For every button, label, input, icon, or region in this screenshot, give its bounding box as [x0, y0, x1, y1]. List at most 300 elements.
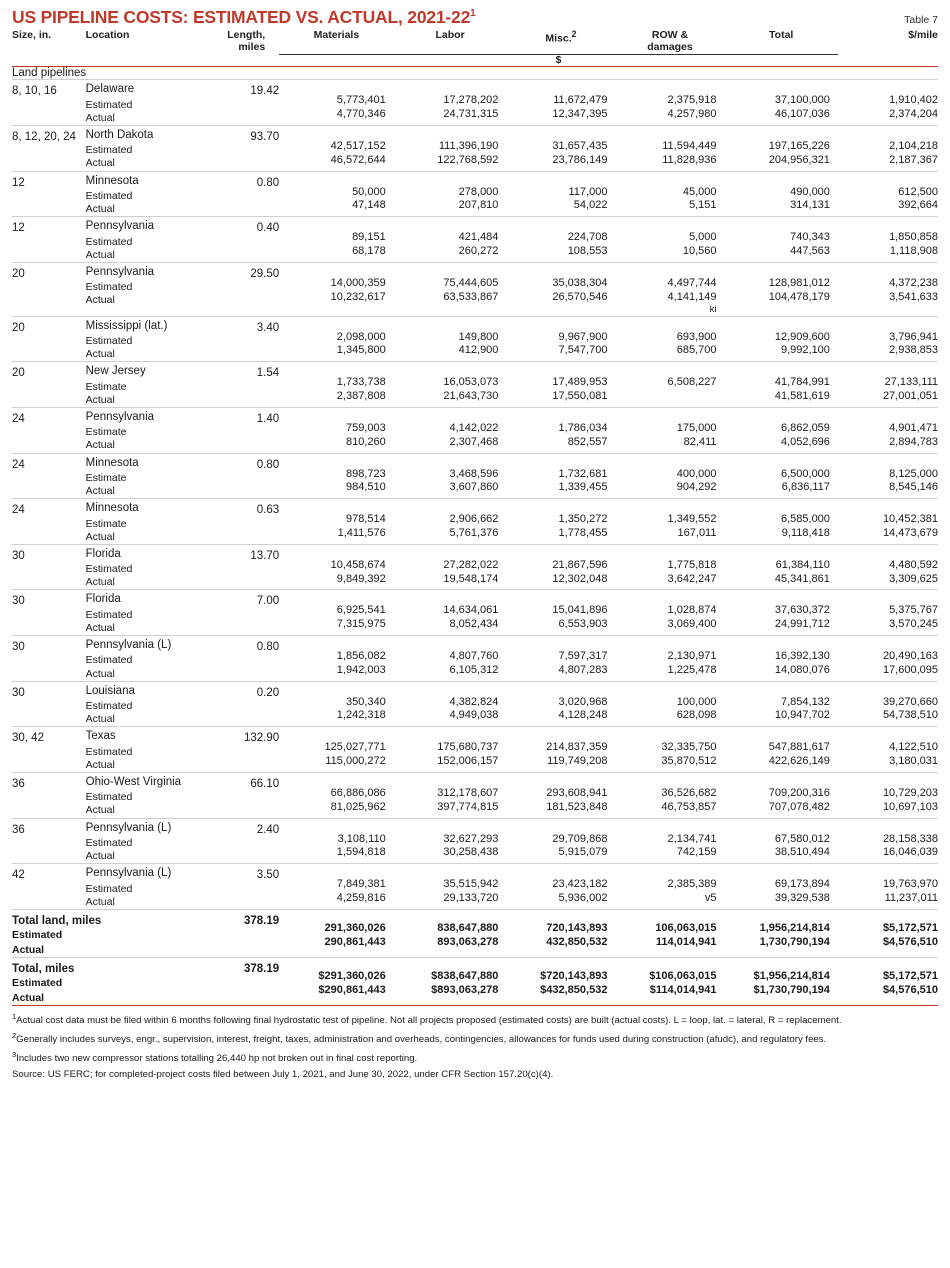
- value-estimated: 1,732,681: [558, 467, 608, 480]
- value-actual: 7,315,975: [336, 618, 386, 631]
- value-estimated: 15,041,896: [552, 604, 608, 617]
- value-estimated: 10,452,381: [882, 513, 938, 526]
- value-estimated: 400,000: [676, 467, 717, 480]
- value-actual: 628,098: [676, 709, 717, 722]
- totals-value-estimated: $838,647,880: [431, 970, 499, 983]
- cell-value: [615, 864, 724, 910]
- cell-value: [506, 171, 615, 217]
- value-actual: 10,697,103: [882, 800, 938, 813]
- totals-value-estimated: $5,172,571: [882, 970, 938, 983]
- cell-value: [838, 316, 938, 362]
- value-actual: 2,307,468: [449, 435, 499, 448]
- value-actual: 5,761,376: [449, 526, 499, 539]
- value-estimated: 10,729,203: [882, 786, 938, 799]
- table-row: [12, 499, 938, 545]
- value-estimated: 6,508,227: [667, 376, 717, 389]
- value-actual: 81,025,962: [330, 800, 386, 813]
- cell-size: 24: [12, 504, 25, 517]
- value-estimated: 27,282,022: [443, 558, 499, 571]
- cell-length-miles: 3.50: [256, 869, 280, 882]
- value-actual: 3,541,633: [889, 290, 938, 303]
- cell-length-miles: 132.90: [243, 732, 280, 745]
- value-estimated: 66,886,086: [330, 786, 386, 799]
- table-row: [12, 262, 938, 316]
- value-actual: 4,770,346: [336, 108, 386, 120]
- value-estimated: 7,597,317: [558, 650, 608, 663]
- cell-location: Pennsylvania Estimated Actual: [85, 220, 155, 261]
- cell-length-miles: 93.70: [250, 130, 280, 143]
- value-estimated: 149,800: [458, 330, 499, 343]
- value-actual: 5,936,002: [558, 891, 608, 904]
- cell-value: [394, 499, 507, 545]
- cell-value: [615, 544, 724, 590]
- cell-value: [279, 864, 394, 910]
- cell-value: [506, 681, 615, 727]
- totals-value: [506, 958, 615, 1006]
- value-estimated: 1,733,738: [336, 376, 386, 389]
- value-estimated: 36,526,682: [661, 786, 717, 799]
- value-actual: 3,069,400: [667, 618, 717, 631]
- totals-value: [394, 909, 507, 957]
- value-actual: 1,242,318: [336, 709, 386, 722]
- totals-row: [12, 909, 938, 957]
- dollar-unit-row: [12, 55, 938, 67]
- value-actual: 17,550,081: [552, 390, 608, 403]
- section-land-pipelines: [12, 67, 938, 80]
- value-estimated: 3,468,596: [449, 467, 499, 480]
- cell-size: 36: [12, 823, 25, 836]
- value-estimated: 31,657,435: [552, 139, 608, 152]
- value-actual: 2,374,204: [889, 108, 938, 120]
- value-actual: 4,949,038: [449, 709, 499, 722]
- cell-location: Pennsylvania Estimate Actual: [85, 410, 155, 452]
- cell-value: [724, 453, 837, 499]
- totals-value-actual: 893,063,278: [437, 935, 499, 948]
- table-row: [12, 125, 938, 171]
- value-actual: 26,570,546: [552, 290, 608, 303]
- cell-value: [279, 818, 394, 864]
- cell-length-miles: 7.00: [256, 595, 280, 608]
- col-header-length-line2: miles: [238, 41, 266, 54]
- totals-value-actual: 114,014,941: [655, 935, 717, 948]
- cell-value: [615, 499, 724, 545]
- footnote-3-marker: 3: [12, 1049, 17, 1059]
- cell-length-miles: 3.40: [256, 321, 280, 334]
- value-actual: 4,807,283: [558, 663, 608, 676]
- value-actual: 4,141,149: [667, 290, 717, 303]
- value-estimated: 42,517,152: [330, 139, 386, 152]
- value-actual: 2,187,367: [889, 153, 938, 166]
- value-actual: 23,786,149: [552, 153, 608, 166]
- table-row: [12, 590, 938, 636]
- value-estimated: 17,489,953: [552, 376, 608, 389]
- totals-value-estimated: $1,956,214,814: [753, 970, 830, 983]
- value-estimated: 32,335,750: [661, 741, 717, 754]
- value-actual: 39,329,538: [774, 891, 830, 904]
- value-estimated: 29,709,868: [552, 832, 608, 845]
- value-estimated: 3,796,941: [889, 330, 938, 343]
- title-row: [0, 0, 950, 29]
- value-estimated: 14,634,061: [443, 604, 499, 617]
- value-actual: 19,548,174: [443, 572, 499, 585]
- cell-location: Ohio-West Virginia Estimated Actual: [85, 775, 182, 817]
- value-estimated: 4,372,238: [889, 276, 938, 289]
- cell-value: [279, 499, 394, 545]
- value-actual: 46,572,644: [330, 153, 386, 166]
- value-estimated: 21,867,596: [552, 558, 608, 571]
- cell-value: [838, 636, 938, 682]
- cell-location: Texas Estimated Actual: [85, 730, 133, 771]
- totals-value-estimated: 291,360,026: [324, 921, 386, 934]
- value-actual: 984,510: [345, 481, 386, 494]
- cell-value: [615, 453, 724, 499]
- cell-value: [724, 772, 837, 818]
- table-row: [12, 362, 938, 408]
- value-actual: 54,738,510: [882, 709, 938, 722]
- value-estimated: 28,158,338: [882, 832, 938, 845]
- value-estimated: 175,680,737: [437, 741, 499, 754]
- value-actual: 9,849,392: [336, 572, 386, 585]
- value-actual: 1,778,455: [558, 526, 608, 539]
- cell-value: [724, 262, 837, 316]
- cell-value: [279, 262, 394, 316]
- cell-value: [615, 217, 724, 263]
- cell-value: [615, 772, 724, 818]
- col-header-length-line1: Length,: [227, 29, 266, 42]
- value-actual: 115,000,272: [325, 755, 386, 768]
- cell-value: [615, 818, 724, 864]
- value-estimated: 1,850,858: [889, 231, 938, 244]
- cell-location: Florida Estimated Actual: [85, 547, 133, 589]
- source-line: Source: US FERC; for completed-project costs filed between July 1, 2021, and June 30, 2022, under CFR Section 157.20(c)(4).: [12, 1068, 554, 1080]
- cell-location: New Jersey Estimate Actual: [85, 365, 146, 406]
- cell-value: [394, 362, 507, 408]
- col-header-total: [724, 29, 837, 53]
- cell-size: 12: [12, 176, 25, 189]
- totals-row: [12, 958, 938, 1006]
- value-estimated: 5,375,767: [889, 604, 938, 617]
- value-actual: 207,810: [458, 199, 499, 212]
- cell-location: Pennsylvania (L) Estimated Actual: [85, 821, 172, 863]
- cell-value: [394, 262, 507, 316]
- value-actual: 392,664: [898, 199, 938, 212]
- cell-value: [615, 727, 724, 773]
- value-estimated: 278,000: [458, 185, 499, 198]
- value-actual: 108,553: [567, 244, 608, 257]
- value-estimated: 2,130,971: [667, 650, 717, 663]
- value-estimated: 37,100,000: [774, 94, 830, 107]
- section-label: Land pipelines: [12, 67, 938, 80]
- cell-value: [394, 171, 507, 217]
- value-estimated: 41,784,991: [774, 376, 830, 389]
- col-header-labor: [394, 29, 507, 53]
- value-actual: 12,347,395: [552, 108, 608, 120]
- value-actual: 1,225,478: [667, 663, 717, 676]
- totals-length-miles: 378.19: [243, 963, 280, 976]
- col-header-total-label: Total: [769, 29, 794, 42]
- pipeline-cost-table: [12, 29, 938, 1005]
- cell-value: [838, 217, 938, 263]
- cell-value: [724, 125, 837, 171]
- totals-value-actual: 1,730,790,194: [759, 935, 830, 948]
- value-estimated: 547,881,617: [768, 741, 830, 754]
- cell-value: [279, 453, 394, 499]
- value-actual: 6,836,117: [781, 481, 830, 494]
- value-estimated: 1,350,272: [558, 513, 608, 526]
- cell-value: [615, 681, 724, 727]
- value-actual: 810,260: [345, 435, 386, 448]
- value-actual: 7,547,700: [558, 344, 608, 357]
- cell-size: 8, 12, 20, 24: [12, 130, 76, 143]
- value-actual: 4,257,980: [667, 108, 717, 120]
- value-actual: 29,133,720: [443, 891, 499, 904]
- table-row: [12, 453, 938, 499]
- cell-value: [838, 453, 938, 499]
- value-actual: 47,148: [352, 199, 386, 212]
- value-estimated: 35,038,304: [552, 276, 608, 289]
- value-estimated: 224,708: [567, 231, 608, 244]
- cell-value: [838, 362, 938, 408]
- cell-size: 30: [12, 641, 25, 654]
- value-estimated: 67,580,012: [774, 832, 830, 845]
- value-estimated: 50,000: [352, 185, 386, 198]
- value-actual: v5: [704, 891, 717, 904]
- value-estimated: 128,981,012: [768, 276, 830, 289]
- cell-value: [394, 544, 507, 590]
- value-actual: 1,118,908: [889, 244, 938, 257]
- footnote-2-text: Generally includes surveys, engr., supervision, interest, freight, taxes, administration and overheads, contingencies, allowances for funds used during construction (afudc), and regulatory fees.: [16, 1034, 827, 1046]
- cell-size: 24: [12, 412, 25, 425]
- value-estimated: 61,384,110: [775, 558, 830, 571]
- cell-value: [279, 727, 394, 773]
- cell-value: [394, 818, 507, 864]
- table-row: [12, 171, 938, 217]
- cell-value: [838, 772, 938, 818]
- value-estimated: 6,585,000: [780, 513, 830, 526]
- value-estimated: 898,723: [345, 467, 386, 480]
- cell-length-miles: 0.40: [256, 222, 280, 235]
- value-actual: 35,870,512: [661, 755, 717, 768]
- totals-value: [838, 909, 938, 957]
- value-actual: 10,947,702: [774, 709, 830, 722]
- value-estimated: 2,134,741: [667, 832, 717, 845]
- table-row: [12, 818, 938, 864]
- footnote-3-text: Includes two new compressor stations totalling 26,440 hp not broken out in final cost reporting.: [16, 1053, 418, 1065]
- table-row: [12, 80, 938, 126]
- cell-value: [279, 217, 394, 263]
- cell-value: [279, 772, 394, 818]
- cell-value: [506, 453, 615, 499]
- cell-value: [724, 362, 837, 408]
- totals-value-estimated: $720,143,893: [540, 970, 608, 983]
- cell-length-miles: 1.40: [256, 412, 280, 425]
- value-estimated: 111,396,190: [438, 139, 499, 152]
- cell-value: [279, 362, 394, 408]
- cell-location: Mississippi (lat.) Estimated Actual: [85, 319, 168, 361]
- cell-value: [615, 125, 724, 171]
- value-actual: 6,553,903: [558, 618, 608, 631]
- cell-value: [394, 217, 507, 263]
- cell-value: [838, 818, 938, 864]
- table-number: Table 7: [904, 14, 938, 26]
- value-actual: 685,700: [676, 344, 717, 357]
- col-header-row-damages: [615, 29, 724, 53]
- value-actual: 17,600,095: [882, 663, 938, 676]
- totals-label: Total, miles Estimated Actual: [12, 963, 75, 1005]
- cell-value: [838, 80, 938, 126]
- value-estimated: 740,343: [790, 231, 830, 244]
- value-actual: 4,128,248: [558, 709, 608, 722]
- totals-value-actual: $4,576,510: [882, 935, 938, 948]
- value-estimated: 4,142,022: [449, 421, 499, 434]
- value-actual: 1,345,800: [336, 344, 386, 357]
- value-estimated: 6,862,059: [780, 421, 830, 434]
- cell-length-miles: 13.70: [250, 549, 280, 562]
- cell-value: [615, 362, 724, 408]
- value-actual: 447,563: [790, 244, 830, 257]
- value-actual: 14,080,076: [774, 663, 830, 676]
- cell-length-miles: 29.50: [250, 267, 280, 280]
- value-actual: 30,258,438: [443, 846, 499, 859]
- value-actual: 8,545,146: [889, 481, 938, 494]
- col-header-misc-label: [506, 29, 615, 45]
- cell-value: [615, 80, 724, 126]
- value-estimated: 1,856,082: [336, 650, 386, 663]
- cell-value: [279, 544, 394, 590]
- value-actual: 12,302,048: [552, 572, 608, 585]
- value-estimated: 7,854,132: [780, 695, 830, 708]
- value-actual: 63,533,867: [443, 290, 499, 303]
- value-actual: 422,626,149: [768, 755, 830, 768]
- value-estimated: 100,000: [676, 695, 717, 708]
- value-actual: 68,178: [352, 244, 386, 257]
- cell-value: [838, 544, 938, 590]
- value-estimated: 125,027,771: [324, 741, 386, 754]
- cell-location: Minnesota Estimated Actual: [85, 174, 139, 215]
- cell-value: [724, 681, 837, 727]
- value-estimated: 490,000: [790, 185, 830, 198]
- totals-value-actual: $114,014,941: [649, 983, 717, 996]
- value-actual: 3,180,031: [889, 755, 938, 768]
- cell-value: [838, 125, 938, 171]
- cell-value: [615, 407, 724, 453]
- cell-size: 20: [12, 267, 25, 280]
- value-estimated: 2,098,000: [336, 330, 386, 343]
- value-estimated: 4,480,592: [889, 558, 938, 571]
- cell-value: [724, 407, 837, 453]
- cell-size: 42: [12, 869, 25, 882]
- value-estimated: 27,133,111: [884, 376, 938, 389]
- value-estimated: 350,340: [345, 695, 386, 708]
- cell-value: [394, 453, 507, 499]
- value-estimated: 312,178,607: [437, 786, 499, 799]
- totals-value-actual: $893,063,278: [431, 983, 499, 996]
- value-estimated: 2,385,389: [667, 878, 717, 891]
- cell-value: [724, 727, 837, 773]
- totals-value-estimated: 106,063,015: [655, 921, 717, 934]
- cell-value: [838, 407, 938, 453]
- value-actual: 122,768,592: [437, 153, 499, 166]
- cell-value: [506, 499, 615, 545]
- table-row: [12, 544, 938, 590]
- cell-value: [279, 590, 394, 636]
- cell-value: [615, 590, 724, 636]
- value-estimated: 8,125,000: [889, 467, 938, 480]
- value-actual: 3,309,625: [889, 572, 938, 585]
- totals-value-estimated: 720,143,893: [546, 921, 608, 934]
- cell-value: [724, 864, 837, 910]
- value-actual: 2,894,783: [889, 435, 938, 448]
- totals-value: [394, 958, 507, 1006]
- value-actual: 41,581,619: [774, 390, 830, 403]
- totals-value: [506, 909, 615, 957]
- value-actual: 14,473,679: [882, 526, 938, 539]
- cell-value: [394, 80, 507, 126]
- value-estimated: 14,000,359: [330, 276, 386, 289]
- value-estimated: 4,901,471: [889, 421, 938, 434]
- value-actual: 852,557: [567, 435, 608, 448]
- value-actual: 54,022: [573, 199, 608, 212]
- value-actual: 16,046,039: [882, 846, 938, 859]
- footnotes: [12, 1012, 938, 1081]
- cell-value: [394, 864, 507, 910]
- cell-value: [724, 499, 837, 545]
- cell-location: Florida Estimated Actual: [85, 593, 133, 634]
- col-header-row-line2: damages: [647, 41, 693, 54]
- value-estimated: 293,608,941: [546, 786, 608, 799]
- totals-value: [724, 909, 837, 957]
- page-title-text: US PIPELINE COSTS: ESTIMATED VS. ACTUAL, 2021-22: [12, 7, 471, 27]
- value-actual: 1,339,455: [558, 481, 608, 494]
- value-actual: 10,560: [682, 244, 717, 257]
- value-actual: 46,107,036: [774, 108, 830, 120]
- cell-value: [724, 316, 837, 362]
- value-actual: 24,991,712: [774, 618, 830, 631]
- cell-size: 36: [12, 777, 25, 790]
- cell-location: Delaware Estimated Actual: [85, 83, 135, 124]
- table-body: [12, 80, 938, 910]
- value-estimated: 1,775,818: [667, 558, 717, 571]
- value-estimated: 4,807,760: [449, 650, 499, 663]
- cell-length-miles: 66.10: [250, 777, 280, 790]
- totals-value: [838, 958, 938, 1006]
- value-estimated: 709,200,316: [768, 786, 830, 799]
- cell-value: [615, 262, 724, 316]
- cell-value: [615, 636, 724, 682]
- value-actual: 4,052,696: [780, 435, 830, 448]
- cell-length-miles: 0.80: [256, 458, 280, 471]
- value-actual: 21,643,730: [443, 390, 499, 403]
- cell-value: [506, 262, 615, 316]
- totals-value-estimated: $5,172,571: [882, 921, 938, 934]
- value-actual: 260,272: [458, 244, 499, 257]
- cell-size: 30: [12, 595, 25, 608]
- cell-size: 8, 10, 16: [12, 85, 57, 98]
- value-estimated: 75,444,605: [443, 276, 499, 289]
- cell-value: [506, 407, 615, 453]
- footnote-1-marker: 1: [12, 1012, 17, 1022]
- value-estimated: 23,423,182: [552, 878, 608, 891]
- table-row: [12, 727, 938, 773]
- cell-length-miles: 0.63: [256, 504, 280, 517]
- value-actual: 3,642,247: [667, 572, 717, 585]
- cell-value: [724, 171, 837, 217]
- cell-value: [838, 727, 938, 773]
- cell-value: [506, 772, 615, 818]
- cell-value: [394, 407, 507, 453]
- value-actual: 3,607,860: [449, 481, 499, 494]
- value-estimated: 4,382,824: [449, 695, 499, 708]
